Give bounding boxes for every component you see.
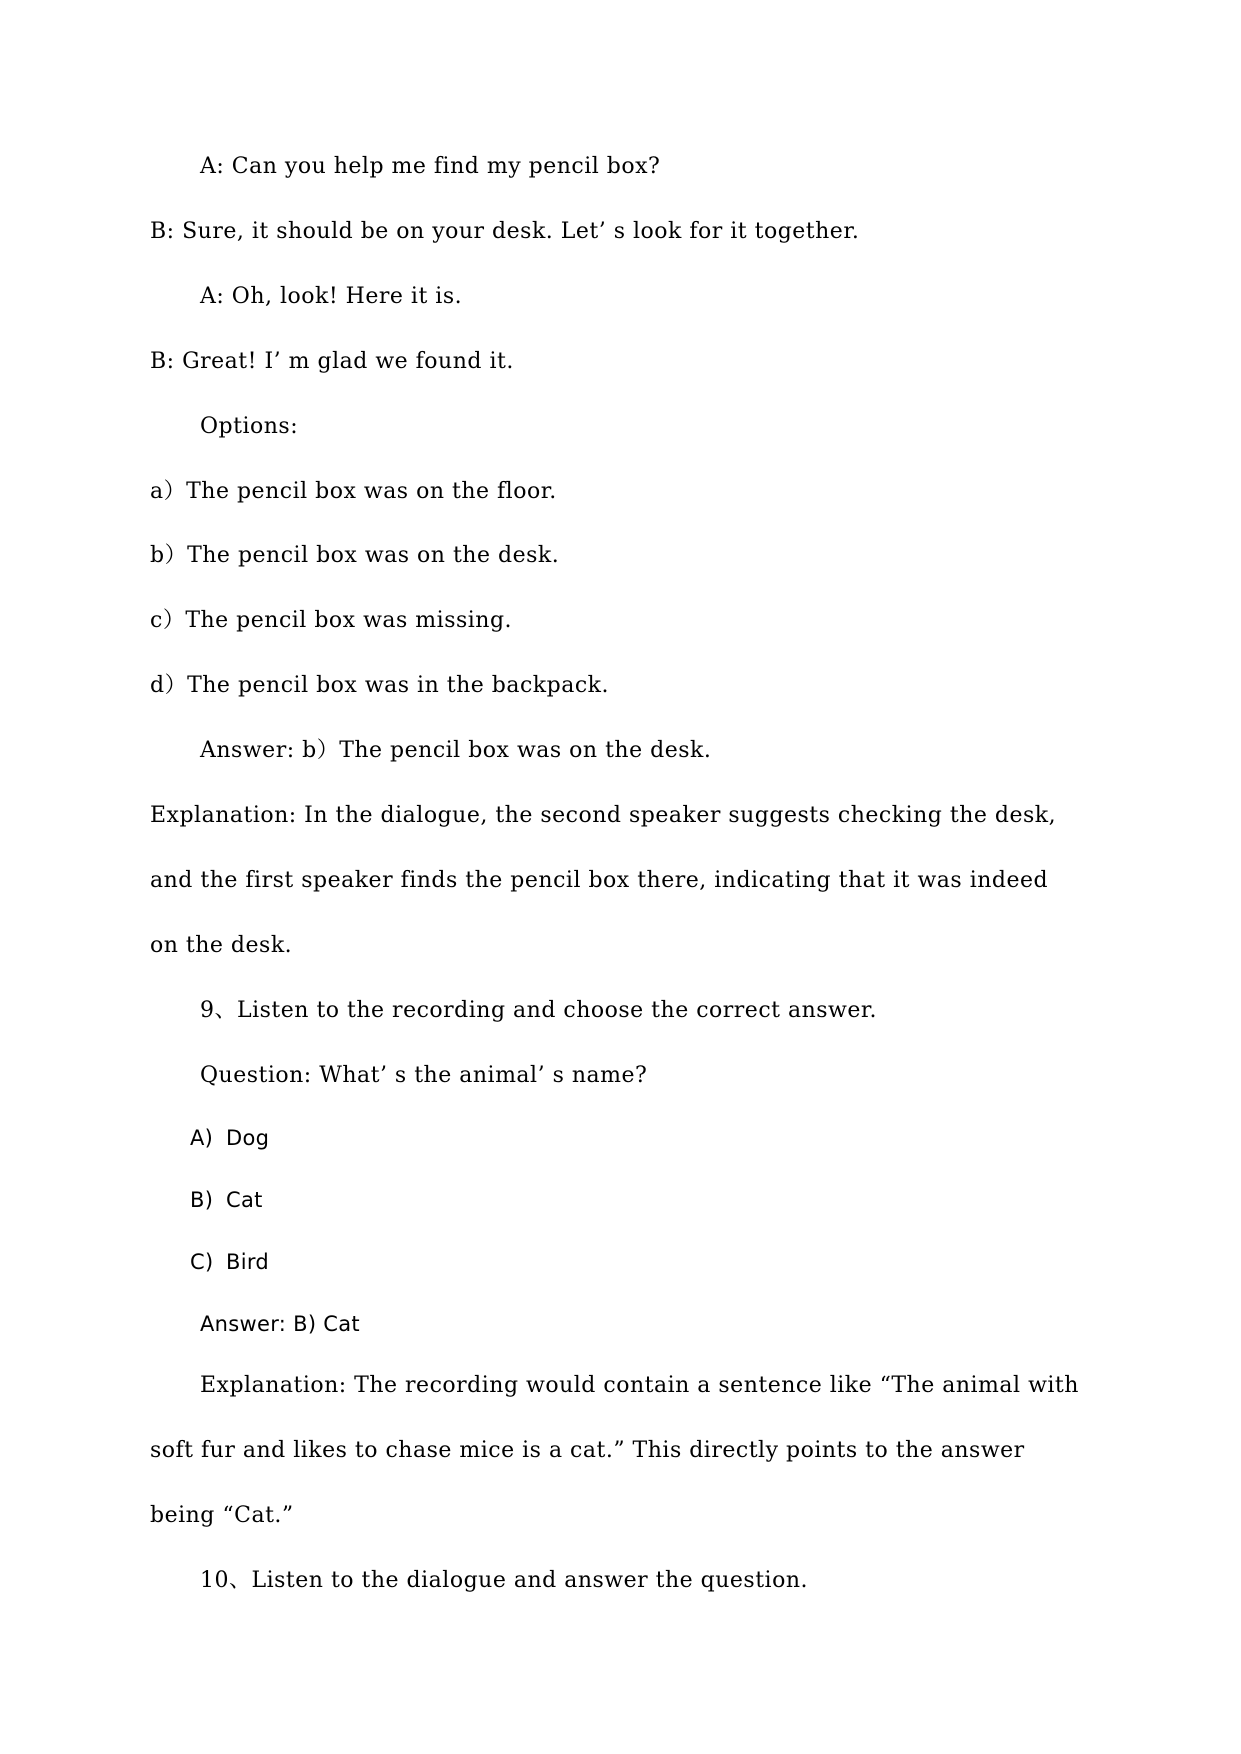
q9-option-a-text: Dog xyxy=(226,1126,270,1150)
dialogue-line-b1: B: Sure, it should be on your desk. Let’ s look for it together. xyxy=(150,219,860,244)
q9-option-a xyxy=(190,1123,269,1153)
q9-title: 9、Listen to the recording and choose the correct answer. xyxy=(200,998,878,1023)
q9-option-c xyxy=(190,1247,269,1277)
q8-answer: Answer: b）The pencil box was on the desk. xyxy=(200,738,712,763)
q9-answer: Answer: B) Cat xyxy=(200,1312,360,1336)
q10-title: 10、Listen to the dialogue and answer the question. xyxy=(200,1568,809,1593)
q9-option-c-letter: C) xyxy=(190,1250,214,1274)
option-d: d）The pencil box was in the backpack. xyxy=(150,673,609,698)
dialogue-line-a2: A: Oh, look! Here it is. xyxy=(200,284,463,309)
q9-option-a-letter: A) xyxy=(190,1126,214,1150)
q8-explanation-line-1: Explanation: In the dialogue, the second speaker suggests checking the desk, xyxy=(150,803,1057,828)
q8-explanation-line-3: on the desk. xyxy=(150,933,293,958)
q9-explanation-line-1: Explanation: The recording would contain a sentence like “The animal with xyxy=(200,1373,1079,1398)
dialogue-line-b2: B: Great! I’ m glad we found it. xyxy=(150,349,514,374)
q9-explanation-line-3: being “Cat.” xyxy=(150,1503,294,1528)
options-label: Options: xyxy=(200,414,299,439)
q9-explanation-line-2: soft fur and likes to chase mice is a cat.” This directly points to the answer xyxy=(150,1438,1025,1463)
dialogue-line-a1: A: Can you help me find my pencil box? xyxy=(200,154,661,179)
q9-option-b-letter: B) xyxy=(190,1188,214,1212)
q8-explanation-line-2: and the first speaker finds the pencil box there, indicating that it was indeed xyxy=(150,868,1049,893)
q9-option-b xyxy=(190,1185,263,1215)
q9-question: Question: What’ s the animal’ s name? xyxy=(200,1063,648,1088)
option-b: b）The pencil box was on the desk. xyxy=(150,543,560,568)
q9-option-b-text: Cat xyxy=(226,1188,263,1212)
option-c: c）The pencil box was missing. xyxy=(150,608,513,633)
q9-option-c-text: Bird xyxy=(226,1250,270,1274)
option-a: a）The pencil box was on the floor. xyxy=(150,479,557,504)
